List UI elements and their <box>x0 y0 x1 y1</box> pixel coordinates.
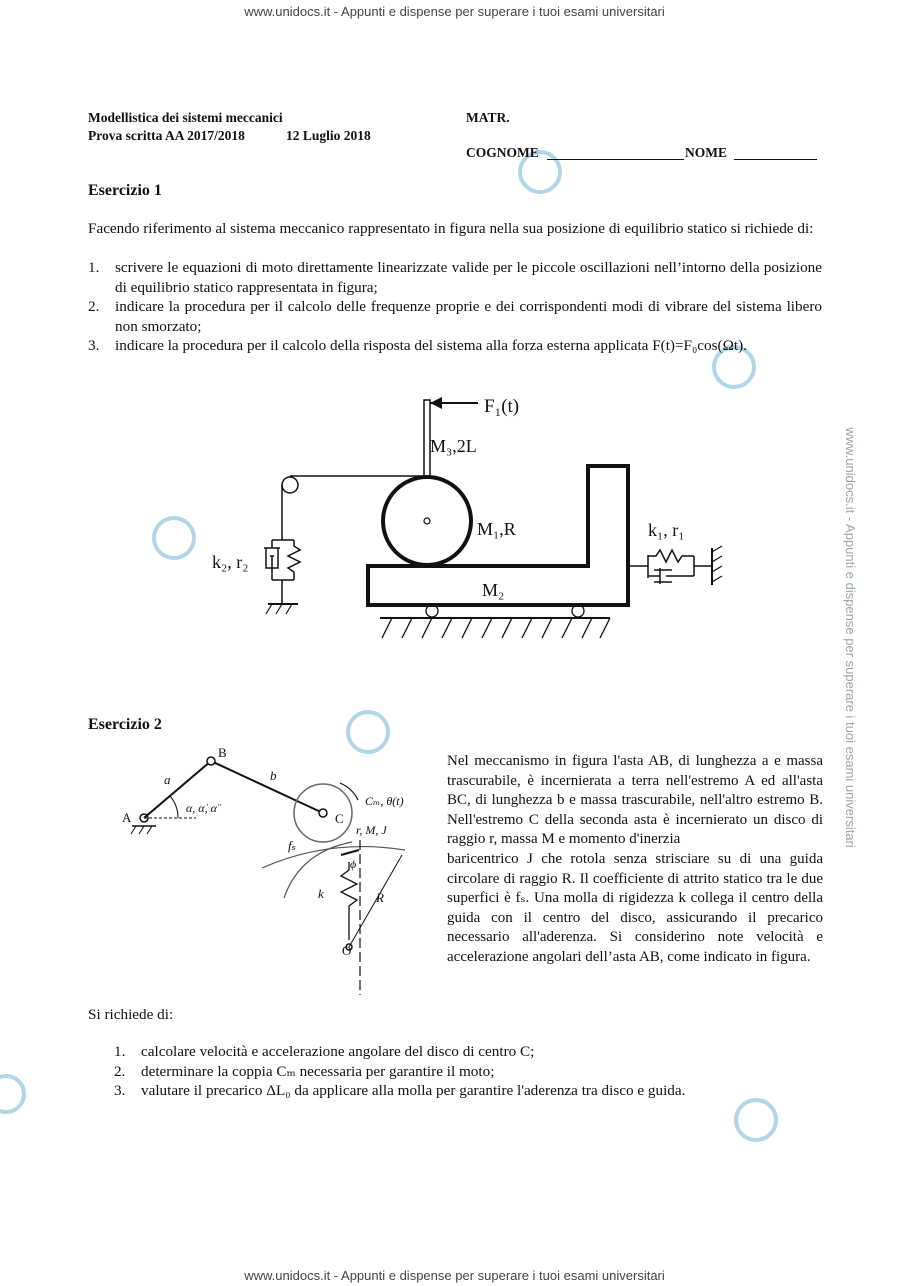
list-item: 1. scrivere le equazioni di moto direttamente linearizzate valide per le piccole oscillazioni nell’intorno della posizione di equilibrio statico rappresentata in figura; <box>88 259 822 296</box>
list-item: 2. indicare la procedura per il calcolo delle frequenze proprie e dei corrispondenti modi di vibrare del sistema libero non smorzato; <box>88 298 822 335</box>
label-O: O <box>342 943 352 958</box>
ex1-intro: Facendo riferimento al sistema meccanico rappresentato in figura nella sua posizione di equilibrio statico si richiede di: <box>88 220 814 237</box>
cognome-line <box>547 159 684 160</box>
label-rmj: r, M, J <box>356 823 387 837</box>
watermark-right: www.unidocs.it - Appunti e dispense per superare i tuoi esami universitari <box>842 427 858 848</box>
label-cm: Cₘ, θ(t) <box>365 794 404 808</box>
label-fs: fₛ <box>288 838 296 853</box>
cognome-label: COGNOME <box>466 145 539 160</box>
ex2-request-intro: Si richiede di: <box>88 1006 174 1023</box>
label-b: b <box>270 768 277 783</box>
exam-label: Prova scritta AA 2017/2018 <box>88 128 245 143</box>
label-R: R <box>376 890 384 905</box>
list-item: 1. calcolare velocità e accelerazione angolare del disco di centro C; <box>114 1043 535 1060</box>
course-title: Modellistica dei sistemi meccanici <box>88 110 283 125</box>
m1-label: M₁,R <box>477 519 516 539</box>
watermark-bottom: www.unidocs.it - Appunti e dispense per superare i tuoi esami universitari <box>244 1268 665 1283</box>
exam-date: 12 Luglio 2018 <box>286 128 371 143</box>
label-k: k <box>318 886 324 901</box>
ex2-title: Esercizio 2 <box>88 716 162 733</box>
label-phi: ϕ <box>350 857 357 871</box>
ex1-figure <box>200 390 740 645</box>
ex2-paragraph-2: baricentrico J che rotola senza strisciare su di una guida circolare di raggio R. Il coefficiente di attrito statico tra le due superfici è fₛ. Una molla di rigidezza k collega il centro della guida con il centro del disco, assicurando il precarico necessario all'aderenza. Si considerino note velocità e accelerazione angolari dell’asta AB, come indicato in figura. <box>447 850 823 965</box>
label-a: a <box>164 772 171 787</box>
matr-label: MATR. <box>466 110 510 125</box>
m2-label: M₂ <box>482 580 505 600</box>
list-item: 3. valutare il precarico ΔL₀ da applicare alla molla per garantire l'aderenza tra disco e guida. <box>114 1082 686 1099</box>
force-label: F₁(t) <box>484 396 520 417</box>
ex2-figure <box>115 740 445 1000</box>
watermark-top: www.unidocs.it - Appunti e dispense per superare i tuoi esami universitari <box>244 4 665 19</box>
ex2-paragraph-1: Nel meccanismo in figura l'asta AB, di lunghezza a e massa trascurabile, è incernierata a terra nell'estremo A ed all'asta BC, di lunghezza b e massa trascurabile, nell'altro estremo B. Nell'estremo C della seconda asta è incernierato un disco di raggio r, massa M e momento d'inerzia <box>447 753 823 848</box>
nome-label: NOME <box>685 145 727 160</box>
list-item: 2. determinare la coppia Cₘ necessaria per garantire il moto; <box>114 1062 495 1080</box>
label-alpha: α, α̇, α̈ <box>186 801 217 815</box>
label-B: B <box>218 745 227 760</box>
ex1-title: Esercizio 1 <box>88 182 162 199</box>
nome-line <box>734 159 817 160</box>
label-A: A <box>122 810 132 825</box>
m3-label: M₃,2L <box>430 436 477 456</box>
ex2-list <box>114 1042 814 1101</box>
ex2-description <box>447 752 823 968</box>
list-item: 3. indicare la procedura per il calcolo della risposta del sistema alla forza esterna applicata F(t)=F₀cos(Ωt). <box>88 337 747 354</box>
ex1-list <box>88 258 822 356</box>
k2-label: k₂, r₂ <box>212 552 249 572</box>
k1-label: k₁, r₁ <box>648 520 685 540</box>
label-C: C <box>335 811 344 826</box>
